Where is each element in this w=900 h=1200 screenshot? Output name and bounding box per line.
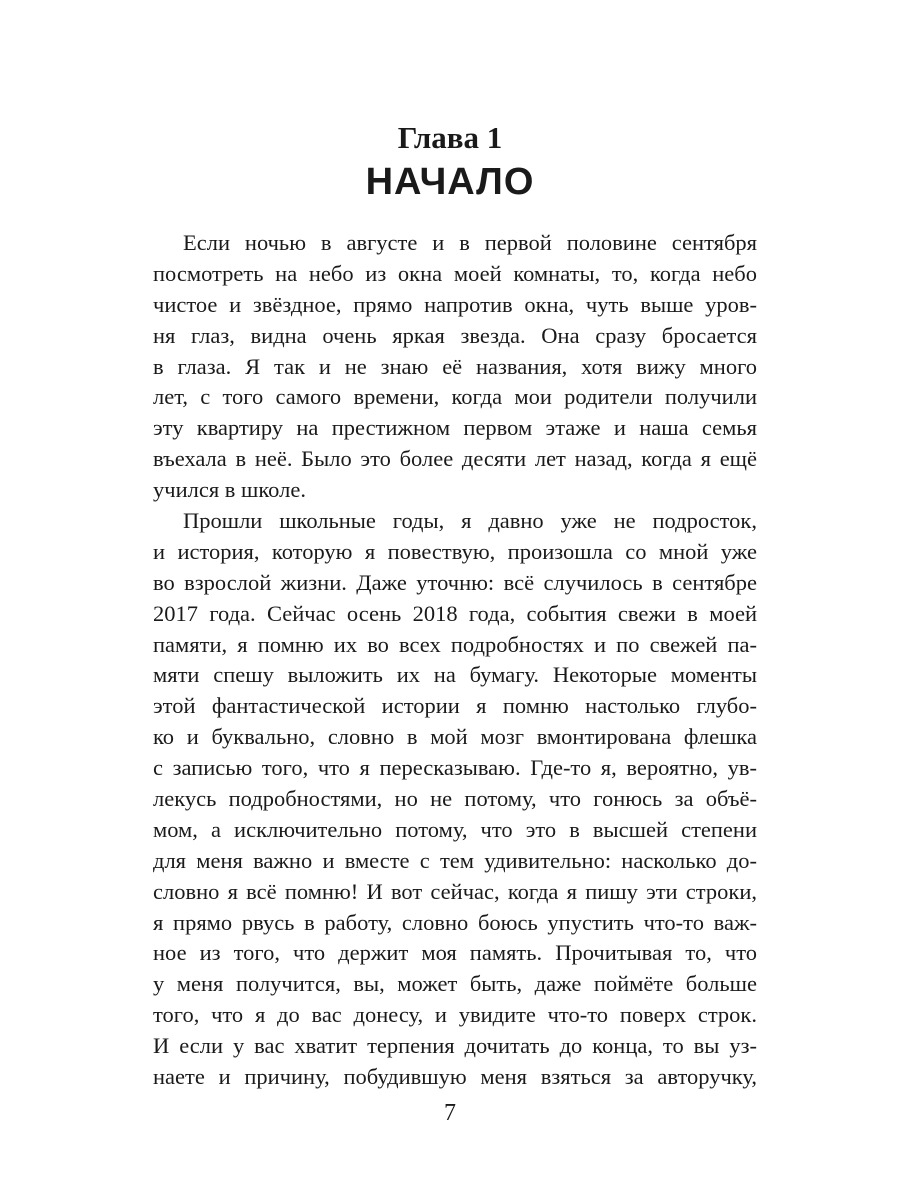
text-line: И если у вас хватит терпения дочитать до конца, то вы уз-: [153, 1033, 757, 1059]
text-line: наете и причину, побудившую меня взяться за авторучку,: [153, 1064, 757, 1090]
text-line: в глаза. Я так и не знаю её названия, хотя вижу много: [153, 353, 757, 379]
text-line: ня глаз, видна очень яркая звезда. Она сразу бросается: [153, 322, 757, 348]
text-line: ное из того, что держит моя память. Прочитывая то, что: [153, 940, 757, 966]
text-line: лет, с того самого времени, когда мои родители получили: [153, 384, 757, 410]
text-line: чистое и звёздное, прямо напротив окна, чуть выше уров-: [153, 291, 757, 317]
text-line: ко и буквально, словно в мой мозг вмонтирована флешка: [153, 724, 757, 750]
text-line: учился в школе.: [153, 477, 306, 503]
text-line: словно я всё помню! И вот сейчас, когда я пишу эти строки,: [153, 878, 757, 904]
page-number: 7: [444, 1100, 456, 1126]
text-line: для меня важно и вместе с тем удивительно: насколько до-: [153, 847, 757, 873]
chapter-title: НАЧАЛО: [365, 161, 535, 203]
text-line: у меня получится, вы, может быть, даже поймёте больше: [153, 971, 757, 997]
text-line: въехала в неё. Было это более десяти лет назад, когда я ещё: [153, 446, 757, 472]
text-line: и история, которую я повествую, произошла со мной уже: [153, 538, 757, 564]
text-line: того, что я до вас донесу, и увидите что-то поверх строк.: [153, 1002, 757, 1028]
text-line: я прямо рвусь в работу, словно боюсь упустить что-то важ-: [153, 909, 757, 935]
text-line: лекусь подробностями, но не потому, что гонюсь за объё-: [153, 786, 757, 812]
text-line: мом, а исключительно потому, что это в высшей степени: [153, 816, 757, 842]
text-line: 2017 года. Сейчас осень 2018 года, события свежи в моей: [153, 600, 757, 626]
chapter-number: Глава 1: [397, 120, 503, 155]
text-line: во взрослой жизни. Даже уточню: всё случилось в сентябре: [153, 569, 757, 595]
text-line: Прошли школьные годы, я давно уже не подросток,: [183, 508, 757, 534]
text-line: этой фантастической истории я помню настолько глубо-: [153, 693, 757, 719]
text-line: с записью того, что я пересказываю. Где-то я, вероятно, ув-: [153, 755, 757, 781]
body-text: [153, 228, 757, 1093]
text-line: Если ночью в августе и в первой половине сентября: [183, 230, 757, 255]
text-line: эту квартиру на престижном первом этаже и наша семья: [153, 415, 757, 441]
text-line: памяти, я помню их во всех подробностях и по свежей па-: [153, 631, 757, 657]
text-line: мяти спешу выложить их на бумагу. Некоторые моменты: [153, 662, 757, 688]
text-line: посмотреть на небо из окна моей комнаты, то, когда небо: [153, 260, 757, 286]
